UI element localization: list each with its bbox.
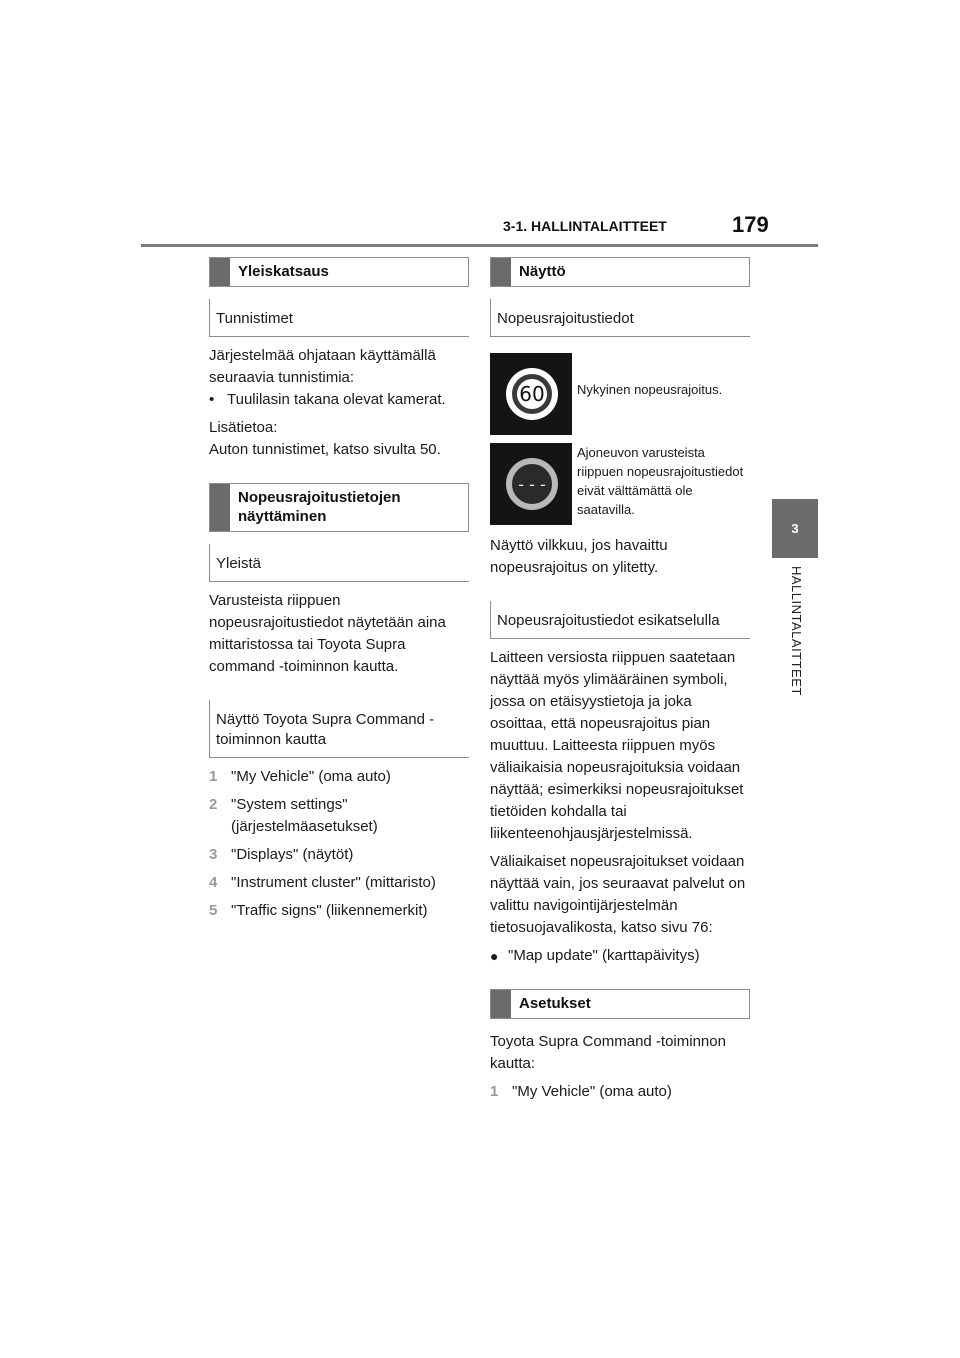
step-item [490,1081,750,1103]
step-item [209,766,469,788]
paragraph-flash: Näyttö vilkkuu, jos havaittu nopeusrajoitus on ylitetty. [490,537,668,576]
section-title: 3-1. HALLINTALAITTEET [503,218,667,234]
sign-row-unknown [490,443,750,525]
speed-limit-sign-image [490,353,572,435]
sign-description: Ajoneuvon varusteista riippuen nopeusrajoitustiedot eivät välttämättä ole saatavilla. [577,445,744,517]
step-number: 4 [209,874,218,891]
paragraph-settings: Toyota Supra Command -toiminnon kautta: [490,1033,726,1072]
dot-bullet-icon: ● [490,948,499,964]
sign-row-current [490,353,750,435]
step-item [209,794,469,838]
heading-overview [209,257,469,287]
subheading-preview: Nopeusrajoitustiedot esikatselulla [490,601,750,639]
sign-description: Nykyinen nopeusrajoitus. [577,382,723,397]
step-text: "Traffic signs" (liikennemerkit) [231,902,428,919]
header-rule [141,244,818,247]
heading-display-info [209,483,469,532]
step-item [209,872,469,894]
heading-settings [490,989,750,1019]
page-number: 179 [732,212,769,237]
heading-text: Asetukset [519,995,591,1012]
paragraph-temporary: Väliaikaiset nopeusrajoitukset voidaan näyttää vain, jos seuraavat palvelut on valittu navigointijärjestelmän tietosuojavalikosta, katso sivu 76: [490,853,746,936]
paragraph-sensors: Järjestelmää ohjataan käyttämällä seuraavia tunnistimia: [209,347,436,386]
chapter-label: HALLINTALAITTEET [789,566,804,696]
step-text: "My Vehicle" (oma auto) [512,1083,672,1100]
paragraph-general: Varusteista riippuen nopeusrajoitustiedot näytetään aina mittaristossa tai Toyota Supra command -toiminnon kautta. [209,592,446,675]
heading-bar [491,258,511,286]
left-column [209,257,469,928]
right-column [490,257,750,1109]
paragraph-preview: Laitteen versiosta riippuen saatetaan näyttää myös ylimääräinen symboli, jossa on etäisyystietoja ja joka osoittaa, että nopeusrajoitus pian muuttuu. Laitteesta riippuen myös väliaikaisia nopeusrajoituksia voidaan näyttää; esimerkiksi nopeusrajoitukset tietöiden kohdalla tai liikenteenohjausjärjestelmissä. [490,649,744,842]
heading-display [490,257,750,287]
paragraph-more-info-ref: Auton tunnistimet, katso sivulta 50. [209,441,441,458]
bullet-mark: • [209,391,215,408]
chapter-tab[interactable]: 3 [772,499,818,558]
paragraph-more-info: Lisätietoa: [209,419,278,436]
heading-text: Näyttö [519,263,566,280]
step-number: 1 [209,768,218,785]
bullet-text: Tuulilasin takana olevat kamerat. [227,391,446,408]
step-number: 3 [209,846,218,863]
subheading-command: Näyttö Toyota Supra Command -toiminnon kautta [209,700,469,758]
step-text: "Displays" (näytöt) [231,846,354,863]
speed-limit-value: 60 [512,374,552,414]
step-text: "Instrument cluster" (mittaristo) [231,874,436,891]
list-item-text: "Map update" (karttapäivitys) [508,947,700,964]
unknown-limit-value: - - - [512,464,552,504]
heading-bar [491,990,511,1018]
heading-bar [210,484,230,531]
step-number: 1 [490,1083,499,1100]
step-item [209,844,469,866]
heading-text: Nopeusrajoitustietojen näyttäminen [238,489,401,525]
subheading-limit-info: Nopeusrajoitustiedot [490,299,750,337]
step-text: "System settings" (järjestelmäasetukset) [231,796,378,835]
step-item [209,900,469,922]
subheading-general: Yleistä [209,544,469,582]
step-text: "My Vehicle" (oma auto) [231,768,391,785]
list-item [490,945,750,967]
subheading-sensors: Tunnistimet [209,299,469,337]
step-number: 2 [209,796,218,813]
unknown-limit-sign-image [490,443,572,525]
step-number: 5 [209,902,218,919]
bullet-item [209,389,469,411]
heading-bar [210,258,230,286]
heading-text: Yleiskatsaus [238,263,329,280]
